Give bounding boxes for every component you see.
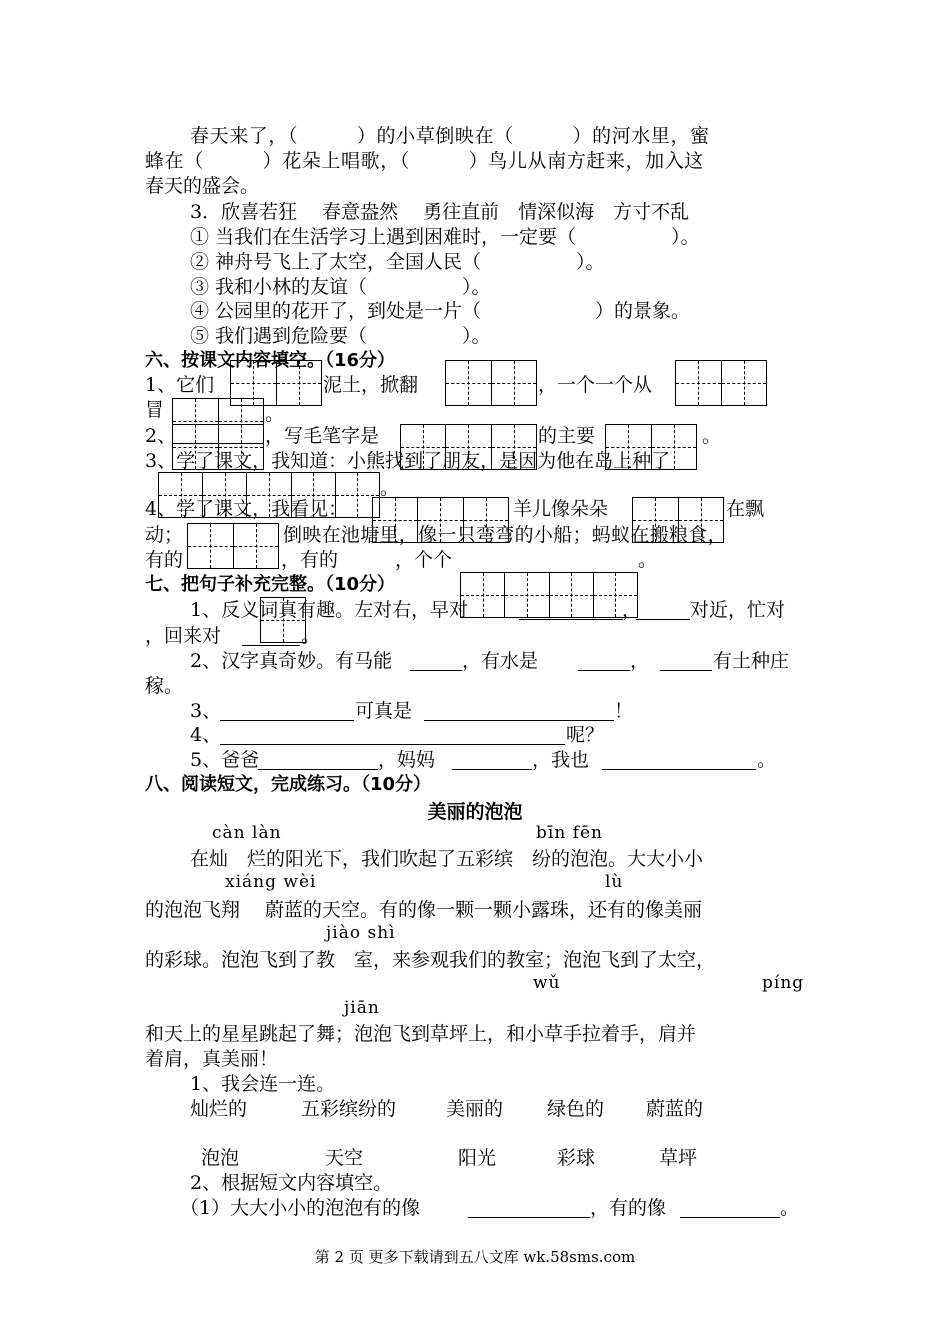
answer-blank[interactable] (410, 652, 462, 671)
s6-l4e: 倒映在池塘里，像一只弯弯的小船；蚂蚁在搬粮食， (283, 524, 727, 546)
answer-blank[interactable] (424, 702, 614, 721)
match-right-4[interactable]: 彩球 (557, 1147, 596, 1169)
sentence-5: ⑤ 我们遇到危险要（ ）。 (190, 325, 491, 347)
answer-blank[interactable] (258, 751, 378, 770)
answer-blank[interactable] (660, 652, 712, 671)
pinyin-lu: lù (605, 872, 624, 892)
s6-l4b: 羊儿像朵朵 (513, 498, 609, 520)
s6-l4f: 有的 (145, 549, 184, 571)
s7-q5b: ，妈妈 (378, 749, 436, 771)
passage-line5: 着肩，真美丽！ (145, 1048, 279, 1070)
s6-l1e: 。 (265, 403, 285, 425)
pinyin-jiaoshi: jiào shì (326, 923, 396, 943)
match-right-2[interactable]: 天空 (325, 1147, 364, 1169)
s5-line1: 春天来了，（ ）的小草倒映在（ ）的河水里，蜜 (190, 125, 710, 147)
s6-l1a: 1、它们 (145, 374, 215, 396)
pinyin-canlan: càn làn (212, 823, 282, 843)
s6-l2c: 的主要 (538, 425, 596, 447)
pinyin-binfen: bīn fēn (536, 823, 603, 843)
s7-q2e: 稼。 (145, 675, 184, 697)
s6-l4h: ，个个 (395, 549, 453, 571)
section7-heading: 七、把句子补充完整。（10分） (145, 574, 396, 595)
s7-q2c: ， (630, 650, 650, 672)
answer-blank[interactable] (680, 1199, 780, 1218)
s6-l4i: 。 (638, 549, 658, 571)
writing-grid[interactable] (675, 360, 767, 406)
s7-q4a: 4、 (190, 724, 222, 746)
s6-l3b: 。 (380, 477, 400, 499)
answer-blank[interactable] (220, 726, 565, 745)
sentence-1: ① 当我们在生活学习上遇到困难时，一定要（ ）。 (190, 226, 700, 248)
answer-blank[interactable] (636, 601, 690, 620)
match-right-5[interactable]: 草坪 (659, 1147, 698, 1169)
s6-l4c: 在飘 (726, 498, 765, 520)
section6-heading: 六、按课文内容填空。（16分） (145, 350, 396, 371)
pinyin-ping: píng (762, 973, 805, 993)
s6-l1b: 泥土，掀翻 (323, 374, 419, 396)
match-left-2[interactable]: 五彩缤纷的 (301, 1098, 397, 1120)
match-right-1[interactable]: 泡泡 (201, 1147, 240, 1169)
writing-grid[interactable] (187, 523, 279, 569)
passage-title: 美丽的泡泡 (427, 801, 523, 823)
s8-q2: 2、根据短文内容填空。 (190, 1172, 393, 1194)
passage-line4: 和天上的星星跳起了舞；泡泡飞到草坪上，和小草手拉着手，肩并 (145, 1023, 697, 1045)
s8-q2-1b: ，有的像 (590, 1197, 667, 1219)
pinyin-jian: jiān (344, 998, 380, 1018)
s7-q1c: 对近，忙对 (690, 599, 786, 621)
s6-l2a: 2、 (145, 425, 177, 447)
answer-blank[interactable] (242, 627, 300, 646)
s5-line3: 春天的盛会。 (145, 175, 260, 197)
answer-blank[interactable] (519, 601, 623, 620)
pinyin-xiangwei: xiáng wèi (225, 872, 317, 892)
match-left-5[interactable]: 蔚蓝的 (646, 1098, 704, 1120)
s7-q5c: ，我也 (532, 749, 590, 771)
s5-line2: 蜂在（ ）花朵上唱歌，（ ）鸟儿从南方赶来，加入这 (145, 150, 704, 172)
s7-q3b: 可真是 (355, 700, 413, 722)
writing-grid[interactable] (445, 360, 537, 406)
s6-l4a: 4、学了课文，我看见： (145, 498, 348, 520)
s6-l2b: ，写毛笔字是 (265, 425, 380, 447)
page-footer: 第 2 页 更多下载请到五八文库 wk.58sms.com (314, 1248, 636, 1266)
sentence-3: ③ 我和小林的友谊（ ）。 (190, 276, 491, 298)
sentence-4: ④ 公园里的花开了，到处是一片（ ）的景象。 (190, 300, 691, 322)
s7-q3a: 3、 (190, 700, 222, 722)
pinyin-wu: wǔ (533, 973, 561, 993)
answer-blank[interactable] (602, 751, 756, 770)
passage-line1: 在灿 烂的阳光下，我们吹起了五彩缤 纷的泡泡。大大小小 (190, 848, 704, 870)
answer-blank[interactable] (452, 751, 532, 770)
match-left-3[interactable]: 美丽的 (446, 1098, 504, 1120)
s7-q3c: ！ (614, 700, 634, 722)
s6-l1d: 冒 (145, 399, 165, 421)
s6-l4d: 动； (145, 524, 184, 546)
match-left-4[interactable]: 绿色的 (547, 1098, 605, 1120)
answer-blank[interactable] (468, 1199, 590, 1218)
answer-blank[interactable] (220, 702, 354, 721)
section8-heading: 八、阅读短文，完成练习。（10分） (145, 774, 432, 795)
s7-q4b: 呢？ (566, 724, 605, 746)
s7-q2a: 2、汉字真奇妙。有马能 (190, 650, 393, 672)
s7-q1a: 1、反义词真有趣。左对右，早对 (190, 599, 469, 621)
sentence-2: ② 神舟号飞上了太空，全国人民（ ）。 (190, 251, 605, 273)
s6-l4g: ，有的 (281, 549, 339, 571)
match-right-3[interactable]: 阳光 (458, 1147, 497, 1169)
s7-q1b: ， (622, 599, 642, 621)
s8-q2-1a: （1）大大小小的泡泡有的像 (180, 1197, 421, 1219)
match-left-1[interactable]: 灿烂的 (190, 1098, 248, 1120)
answer-blank[interactable] (578, 652, 630, 671)
s7-q2b: ，有水是 (462, 650, 539, 672)
s7-q5d: 。 (757, 749, 777, 771)
passage-line2: 的泡泡飞翔 蔚蓝的天空。有的像一颗一颗小露珠，还有的像美丽 (145, 899, 703, 921)
s8-q1: 1、我会连一连。 (190, 1073, 336, 1095)
s6-l2d: 。 (702, 425, 722, 447)
s7-q5a: 5、爸爸 (190, 749, 260, 771)
s7-q2d: 有土种庄 (713, 650, 790, 672)
q3-word-list: 3．欣喜若狂 春意盎然 勇往直前 情深似海 方寸不乱 (190, 201, 690, 223)
s7-q1d: ，回来对 (145, 625, 222, 647)
s7-q1e: 。 (301, 625, 321, 647)
s6-l1c: ，一个一个从 (538, 374, 653, 396)
s8-q2-1c: 。 (780, 1197, 800, 1219)
s6-l3a: 3、学了课文，我知道：小熊找到了朋友，是因为他在岛上种了 (145, 450, 671, 472)
passage-line3: 的彩球。泡泡飞到了教 室，来参观我们的教室；泡泡飞到了太空， (145, 949, 716, 971)
